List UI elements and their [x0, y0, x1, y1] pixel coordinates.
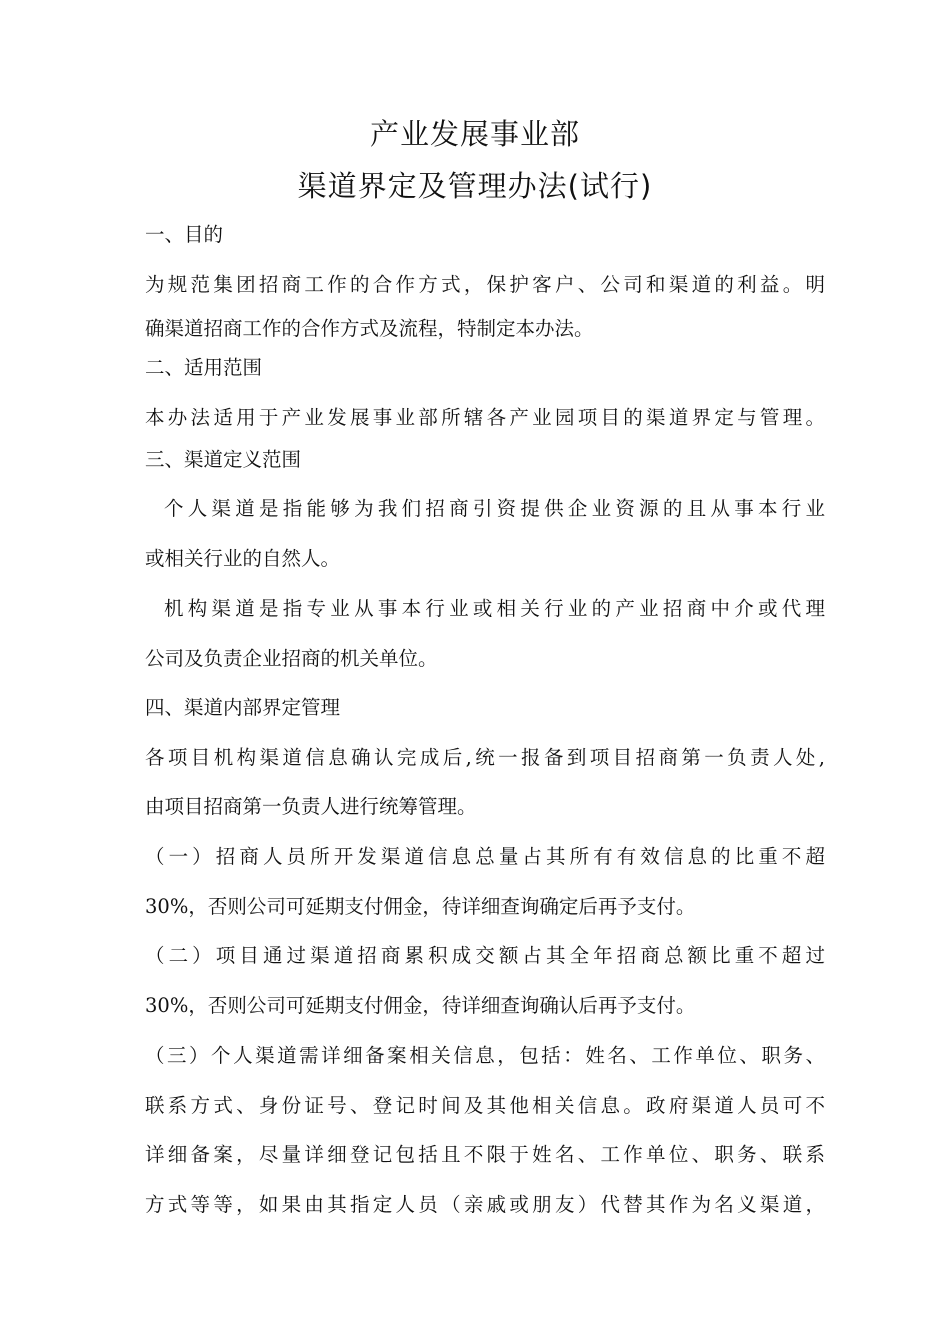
section-heading-scope: 二、适用范围: [145, 356, 263, 379]
paragraph-line: 由项目招商第一负责人进行统筹管理。: [145, 795, 477, 818]
section-heading-purpose: 一、目的: [145, 223, 224, 246]
paragraph-line: 详细备案，尽量详细登记包括且不限于姓名、工作单位、职务、联系: [145, 1143, 825, 1166]
paragraph-line: 各项目机构渠道信息确认完成后,统一报备到项目招商第一负责人处,: [145, 746, 825, 769]
paragraph-line: （二）项目通过渠道招商累积成交额占其全年招商总额比重不超过: [145, 944, 825, 967]
paragraph-line: 30%，否则公司可延期支付佣金，待详细查询确定后再予支付。: [145, 895, 696, 918]
paragraph-line: 或相关行业的自然人。: [145, 547, 341, 570]
paragraph-line: （一）招商人员所开发渠道信息总量占其所有有效信息的比重不超: [145, 845, 825, 868]
paragraph-line: 机构渠道是指专业从事本行业或相关行业的产业招商中介或代理: [164, 597, 825, 620]
paragraph-line: 30%，否则公司可延期支付佣金，待详细查询确认后再予支付。: [145, 994, 696, 1017]
paragraph-line: 方式等等，如果由其指定人员（亲戚或朋友）代替其作为名义渠道，: [145, 1193, 825, 1216]
paragraph-line: 联系方式、身份证号、登记时间及其他相关信息。政府渠道人员可不: [145, 1094, 825, 1117]
paragraph-line: 本办法适用于产业发展事业部所辖各产业园项目的渠道界定与管理。: [145, 406, 825, 429]
section-heading-internal-management: 四、渠道内部界定管理: [145, 696, 341, 719]
paragraph-line: 公司及负责企业招商的机关单位。: [145, 647, 438, 670]
document-title-line2: 渠道界定及管理办法(试行): [297, 169, 653, 203]
paragraph-line: 为规范集团招商工作的合作方式，保护客户、公司和渠道的利益。明: [145, 273, 825, 296]
section-heading-definition: 三、渠道定义范围: [145, 448, 302, 471]
document-title-line1: 产业发展事业部: [369, 117, 580, 151]
paragraph-line: （三）个人渠道需详细备案相关信息，包括：姓名、工作单位、职务、: [145, 1044, 825, 1067]
paragraph-line: 确渠道招商工作的合作方式及流程，特制定本办法。: [145, 317, 594, 340]
paragraph-line: 个人渠道是指能够为我们招商引资提供企业资源的且从事本行业: [164, 497, 825, 520]
